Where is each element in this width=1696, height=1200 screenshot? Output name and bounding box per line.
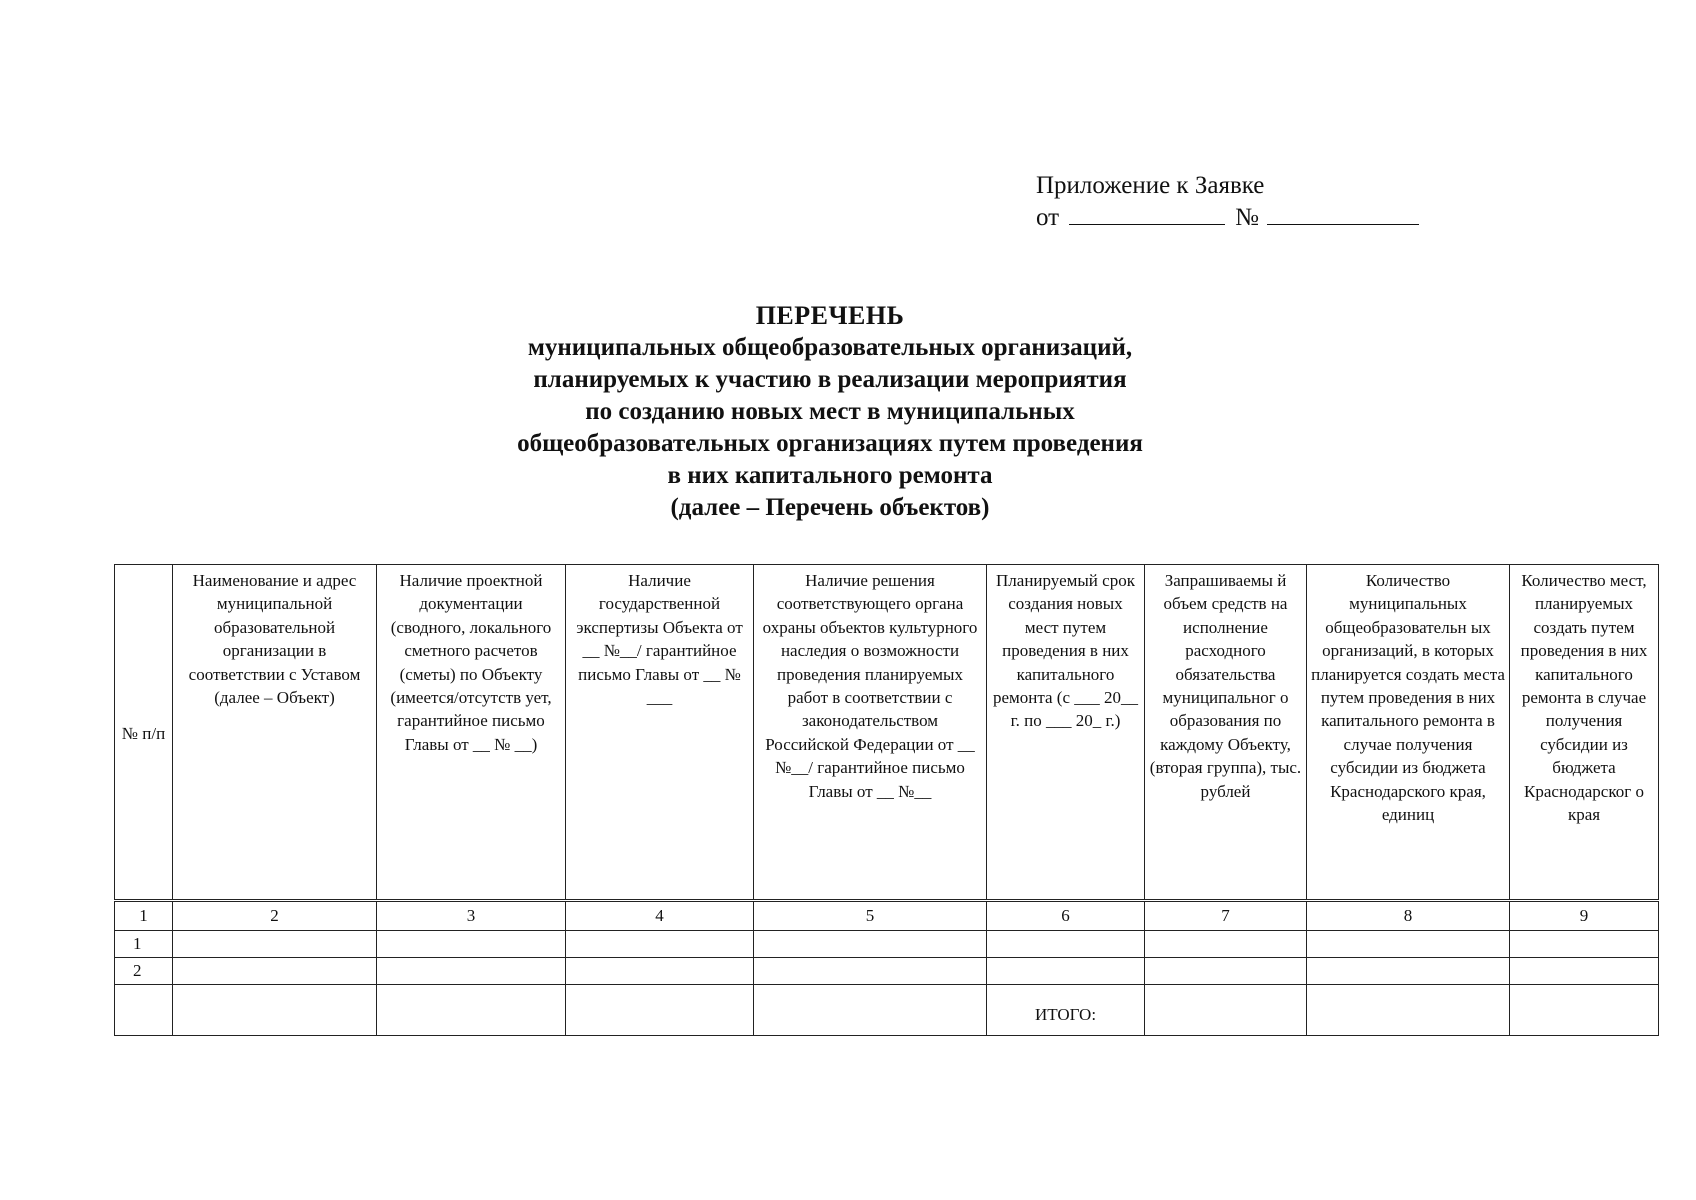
table-cell bbox=[173, 985, 377, 1036]
header-planned-term: Планируемый срок создания новых мест путем проведения в них капитального ремонта (с ___ 20__ г. по ___ 20_ г.) bbox=[987, 565, 1145, 901]
date-blank bbox=[1069, 202, 1225, 225]
title-line: в них капитального ремонта bbox=[667, 462, 993, 489]
title-line: по созданию новых мест в муниципальных bbox=[585, 398, 1075, 425]
header-number: № п/п bbox=[115, 565, 173, 901]
table-cell bbox=[1145, 958, 1307, 985]
column-number: 5 bbox=[754, 901, 987, 931]
column-number: 7 bbox=[1145, 901, 1307, 931]
header-requested-funds: Запрашиваемы й объем средств на исполнение расходного обязательства муниципальног о образования по каждому Объекту, (вторая группа), тыс. рублей bbox=[1145, 565, 1307, 901]
table-cell bbox=[1145, 985, 1307, 1036]
table-cell bbox=[377, 985, 566, 1036]
title-line: общеобразовательных организациях путем проведения bbox=[517, 430, 1143, 457]
title-line: планируемых к участию в реализации мероприятия bbox=[533, 366, 1127, 393]
title-line: (далее – Перечень объектов) bbox=[670, 494, 990, 521]
table-cell bbox=[754, 931, 987, 958]
title-heading: ПЕРЕЧЕНЬ bbox=[755, 301, 905, 330]
from-label: от bbox=[1036, 204, 1060, 231]
header-name-address: Наименование и адрес муниципальной образовательной организации в соответствии с Уставом (далее – Объект) bbox=[173, 565, 377, 901]
appendix-note bbox=[1036, 170, 1419, 234]
column-number: 8 bbox=[1307, 901, 1510, 931]
appendix-date-number bbox=[1036, 202, 1419, 234]
column-number: 6 bbox=[987, 901, 1145, 931]
table-cell bbox=[1307, 985, 1510, 1036]
total-row bbox=[115, 985, 1659, 1036]
header-row bbox=[115, 565, 1659, 901]
table-cell bbox=[1145, 931, 1307, 958]
table-cell bbox=[115, 985, 173, 1036]
column-number: 3 bbox=[377, 901, 566, 931]
table-row bbox=[115, 958, 1659, 985]
header-state-expertise: Наличие государственной экспертизы Объекта от __ №__/ гарантийное письмо Главы от __ № ___ bbox=[566, 565, 754, 901]
column-number: 4 bbox=[566, 901, 754, 931]
table-cell bbox=[566, 958, 754, 985]
title-line: муниципальных общеобразовательных организаций, bbox=[527, 334, 1133, 361]
table-cell bbox=[1510, 985, 1659, 1036]
header-heritage-decision: Наличие решения соответствующего органа охраны объектов культурного наследия о возможности проведения планируемых работ в соответствии с законодательством Российской Федерации от __ №__/ гарантийное письмо Главы от __ №__ bbox=[754, 565, 987, 901]
table-cell bbox=[377, 958, 566, 985]
table-row bbox=[115, 931, 1659, 958]
objects-table bbox=[114, 564, 1659, 1036]
column-numbers-row bbox=[115, 901, 1659, 931]
header-project-docs: Наличие проектной документации (сводного, локального сметного расчетов (сметы) по Объекту (имеется/отсутств ует, гарантийное письмо Главы от __ № __) bbox=[377, 565, 566, 901]
table-cell bbox=[1510, 931, 1659, 958]
table-cell bbox=[173, 931, 377, 958]
table-cell bbox=[754, 958, 987, 985]
appendix-title: Приложение к Заявке bbox=[1036, 172, 1265, 199]
total-label: ИТОГО: bbox=[987, 985, 1145, 1036]
column-number: 2 bbox=[173, 901, 377, 931]
column-number: 1 bbox=[115, 901, 173, 931]
header-organizations-count: Количество муниципальных общеобразовательн ых организаций, в которых планируется создать места путем проведения в них капитального ремонта в случае получения субсидии из бюджета Краснодарского края, единиц bbox=[1307, 565, 1510, 901]
table-cell bbox=[377, 931, 566, 958]
table-cell bbox=[566, 985, 754, 1036]
document-title bbox=[400, 300, 1260, 524]
table-cell bbox=[1307, 958, 1510, 985]
table-cell bbox=[987, 958, 1145, 985]
table-cell bbox=[987, 931, 1145, 958]
number-label: № bbox=[1235, 204, 1259, 231]
header-places-count: Количество мест, планируемых создать путем проведения в них капитального ремонта в случае получения субсидии из бюджета Краснодарског о края bbox=[1510, 565, 1659, 901]
table-cell bbox=[173, 958, 377, 985]
row-number: 2 bbox=[115, 958, 173, 985]
table-cell bbox=[1307, 931, 1510, 958]
column-number: 9 bbox=[1510, 901, 1659, 931]
number-blank bbox=[1267, 202, 1419, 225]
table-cell bbox=[566, 931, 754, 958]
table-cell bbox=[754, 985, 987, 1036]
row-number: 1 bbox=[115, 931, 173, 958]
table-cell bbox=[1510, 958, 1659, 985]
